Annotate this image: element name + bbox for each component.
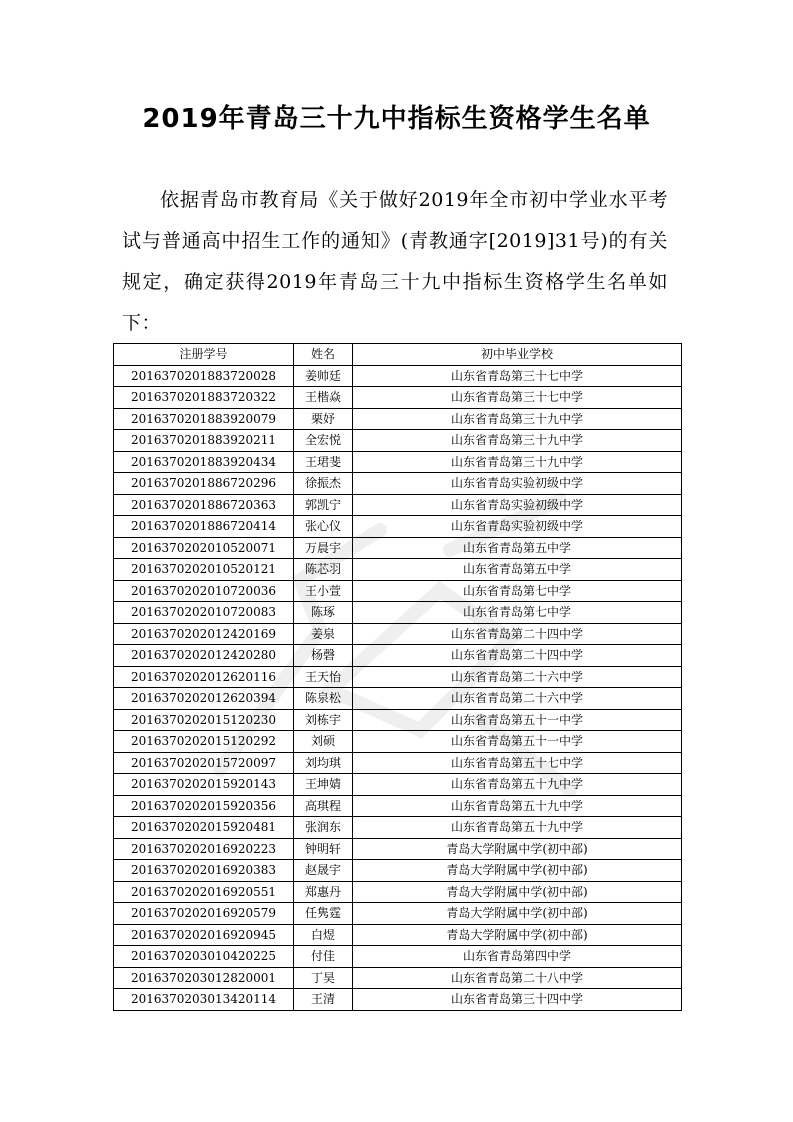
student-name: 张心仪 — [294, 516, 353, 538]
table-row — [114, 516, 682, 538]
school-name: 山东省青岛第三十七中学 — [353, 387, 682, 409]
student-id: 2016370202010720083 — [114, 602, 294, 624]
school-name: 山东省青岛第三十九中学 — [353, 408, 682, 430]
table-row — [114, 451, 682, 473]
student-id: 2016370202010520071 — [114, 537, 294, 559]
student-id: 2016370201886720414 — [114, 516, 294, 538]
student-id: 2016370202016920579 — [114, 903, 294, 925]
table-row — [114, 645, 682, 667]
student-name: 张润东 — [294, 817, 353, 839]
student-name: 王小萱 — [294, 580, 353, 602]
school-name: 青岛大学附属中学(初中部) — [353, 903, 682, 925]
student-id: 2016370201883720028 — [114, 365, 294, 387]
student-id: 2016370202015920143 — [114, 774, 294, 796]
student-name: 郑惠丹 — [294, 881, 353, 903]
school-name: 山东省青岛实验初级中学 — [353, 494, 682, 516]
student-id: 2016370202015720097 — [114, 752, 294, 774]
student-name: 王楷焱 — [294, 387, 353, 409]
table-row — [114, 473, 682, 495]
school-name: 山东省青岛第五十七中学 — [353, 752, 682, 774]
table-row — [114, 795, 682, 817]
student-id: 2016370203010420225 — [114, 946, 294, 968]
student-id: 2016370201886720363 — [114, 494, 294, 516]
school-name: 山东省青岛第二十六中学 — [353, 666, 682, 688]
student-id: 2016370202015920356 — [114, 795, 294, 817]
student-name: 付佳 — [294, 946, 353, 968]
student-id: 2016370201886720296 — [114, 473, 294, 495]
header-student-id: 注册学号 — [114, 344, 294, 366]
student-name: 栗妤 — [294, 408, 353, 430]
school-name: 山东省青岛第二十四中学 — [353, 645, 682, 667]
student-id: 2016370202012620116 — [114, 666, 294, 688]
table-row — [114, 688, 682, 710]
student-id: 2016370202012420280 — [114, 645, 294, 667]
student-name: 全宏悦 — [294, 430, 353, 452]
student-name: 刘硕 — [294, 731, 353, 753]
school-name: 青岛大学附属中学(初中部) — [353, 924, 682, 946]
table-row — [114, 623, 682, 645]
table-row — [114, 666, 682, 688]
student-id: 2016370202015120230 — [114, 709, 294, 731]
school-name: 青岛大学附属中学(初中部) — [353, 881, 682, 903]
student-name: 赵晟宇 — [294, 860, 353, 882]
table-row — [114, 967, 682, 989]
table-row — [114, 559, 682, 581]
table-row — [114, 387, 682, 409]
student-name: 陈芯羽 — [294, 559, 353, 581]
table-row — [114, 408, 682, 430]
school-name: 山东省青岛第三十四中学 — [353, 989, 682, 1011]
table-row — [114, 602, 682, 624]
student-name: 王清 — [294, 989, 353, 1011]
table-row — [114, 537, 682, 559]
school-name: 青岛大学附属中学(初中部) — [353, 860, 682, 882]
student-id: 2016370203012820001 — [114, 967, 294, 989]
table-row — [114, 580, 682, 602]
student-name: 刘栋宇 — [294, 709, 353, 731]
student-name: 高琪程 — [294, 795, 353, 817]
table-row — [114, 752, 682, 774]
student-id: 2016370202016920223 — [114, 838, 294, 860]
school-name: 山东省青岛第五十九中学 — [353, 795, 682, 817]
school-name: 山东省青岛第三十七中学 — [353, 365, 682, 387]
school-name: 山东省青岛第五中学 — [353, 559, 682, 581]
student-name: 杨磬 — [294, 645, 353, 667]
student-name: 徐振杰 — [294, 473, 353, 495]
student-id: 2016370202010520121 — [114, 559, 294, 581]
student-name: 王珺斐 — [294, 451, 353, 473]
student-name: 姜帅廷 — [294, 365, 353, 387]
student-name: 王天怡 — [294, 666, 353, 688]
table-row — [114, 774, 682, 796]
table-row — [114, 860, 682, 882]
student-id: 2016370202016920551 — [114, 881, 294, 903]
student-name: 郭凯宁 — [294, 494, 353, 516]
student-name: 姜泉 — [294, 623, 353, 645]
student-name: 白煜 — [294, 924, 353, 946]
table-row — [114, 838, 682, 860]
student-id: 2016370201883720322 — [114, 387, 294, 409]
student-id: 2016370202016920945 — [114, 924, 294, 946]
student-id: 2016370203013420114 — [114, 989, 294, 1011]
student-id: 2016370202015920481 — [114, 817, 294, 839]
student-name: 陈泉松 — [294, 688, 353, 710]
school-name: 山东省青岛第二十六中学 — [353, 688, 682, 710]
student-name: 任隽霆 — [294, 903, 353, 925]
school-name: 山东省青岛第二十四中学 — [353, 623, 682, 645]
student-name: 丁昊 — [294, 967, 353, 989]
school-name: 山东省青岛实验初级中学 — [353, 516, 682, 538]
table-row — [114, 494, 682, 516]
school-name: 山东省青岛第五中学 — [353, 537, 682, 559]
school-name: 山东省青岛第五十一中学 — [353, 709, 682, 731]
page-title: 2019年青岛三十九中指标生资格学生名单 — [142, 104, 651, 134]
school-name: 山东省青岛第五十九中学 — [353, 774, 682, 796]
school-name: 青岛大学附属中学(初中部) — [353, 838, 682, 860]
table-row — [114, 709, 682, 731]
school-name: 山东省青岛第七中学 — [353, 580, 682, 602]
student-id: 2016370201883920211 — [114, 430, 294, 452]
school-name: 山东省青岛第二十八中学 — [353, 967, 682, 989]
table-row — [114, 817, 682, 839]
school-name: 山东省青岛第五十一中学 — [353, 731, 682, 753]
student-id: 2016370201883920434 — [114, 451, 294, 473]
table-row — [114, 365, 682, 387]
table-row — [114, 989, 682, 1011]
header-school: 初中毕业学校 — [353, 344, 682, 366]
table-header-row — [114, 344, 682, 366]
school-name: 山东省青岛第四中学 — [353, 946, 682, 968]
student-id: 2016370202016920383 — [114, 860, 294, 882]
student-name: 万晨宇 — [294, 537, 353, 559]
student-name: 陈琢 — [294, 602, 353, 624]
school-name: 山东省青岛第五十九中学 — [353, 817, 682, 839]
school-name: 山东省青岛第三十九中学 — [353, 430, 682, 452]
student-name: 王坤婧 — [294, 774, 353, 796]
table-row — [114, 903, 682, 925]
student-id: 2016370202010720036 — [114, 580, 294, 602]
student-table — [113, 343, 682, 1011]
table-row — [114, 430, 682, 452]
table-row — [114, 924, 682, 946]
table-row — [114, 731, 682, 753]
student-name: 刘均琪 — [294, 752, 353, 774]
school-name: 山东省青岛实验初级中学 — [353, 473, 682, 495]
table-row — [114, 946, 682, 968]
student-name: 钟明轩 — [294, 838, 353, 860]
student-id: 2016370202015120292 — [114, 731, 294, 753]
student-id: 2016370201883920079 — [114, 408, 294, 430]
table-row — [114, 881, 682, 903]
school-name: 山东省青岛第七中学 — [353, 602, 682, 624]
intro-paragraph: 依据青岛市教育局《关于做好2019年全市初中学业水平考试与普通高中招生工作的通知》(青教通字[2019]31号)的有关规定，确定获得2019年青岛三十九中指标生资格学生名单如下： — [122, 189, 668, 334]
school-name: 山东省青岛第三十九中学 — [353, 451, 682, 473]
student-id: 2016370202012620394 — [114, 688, 294, 710]
student-id: 2016370202012420169 — [114, 623, 294, 645]
header-name: 姓名 — [294, 344, 353, 366]
